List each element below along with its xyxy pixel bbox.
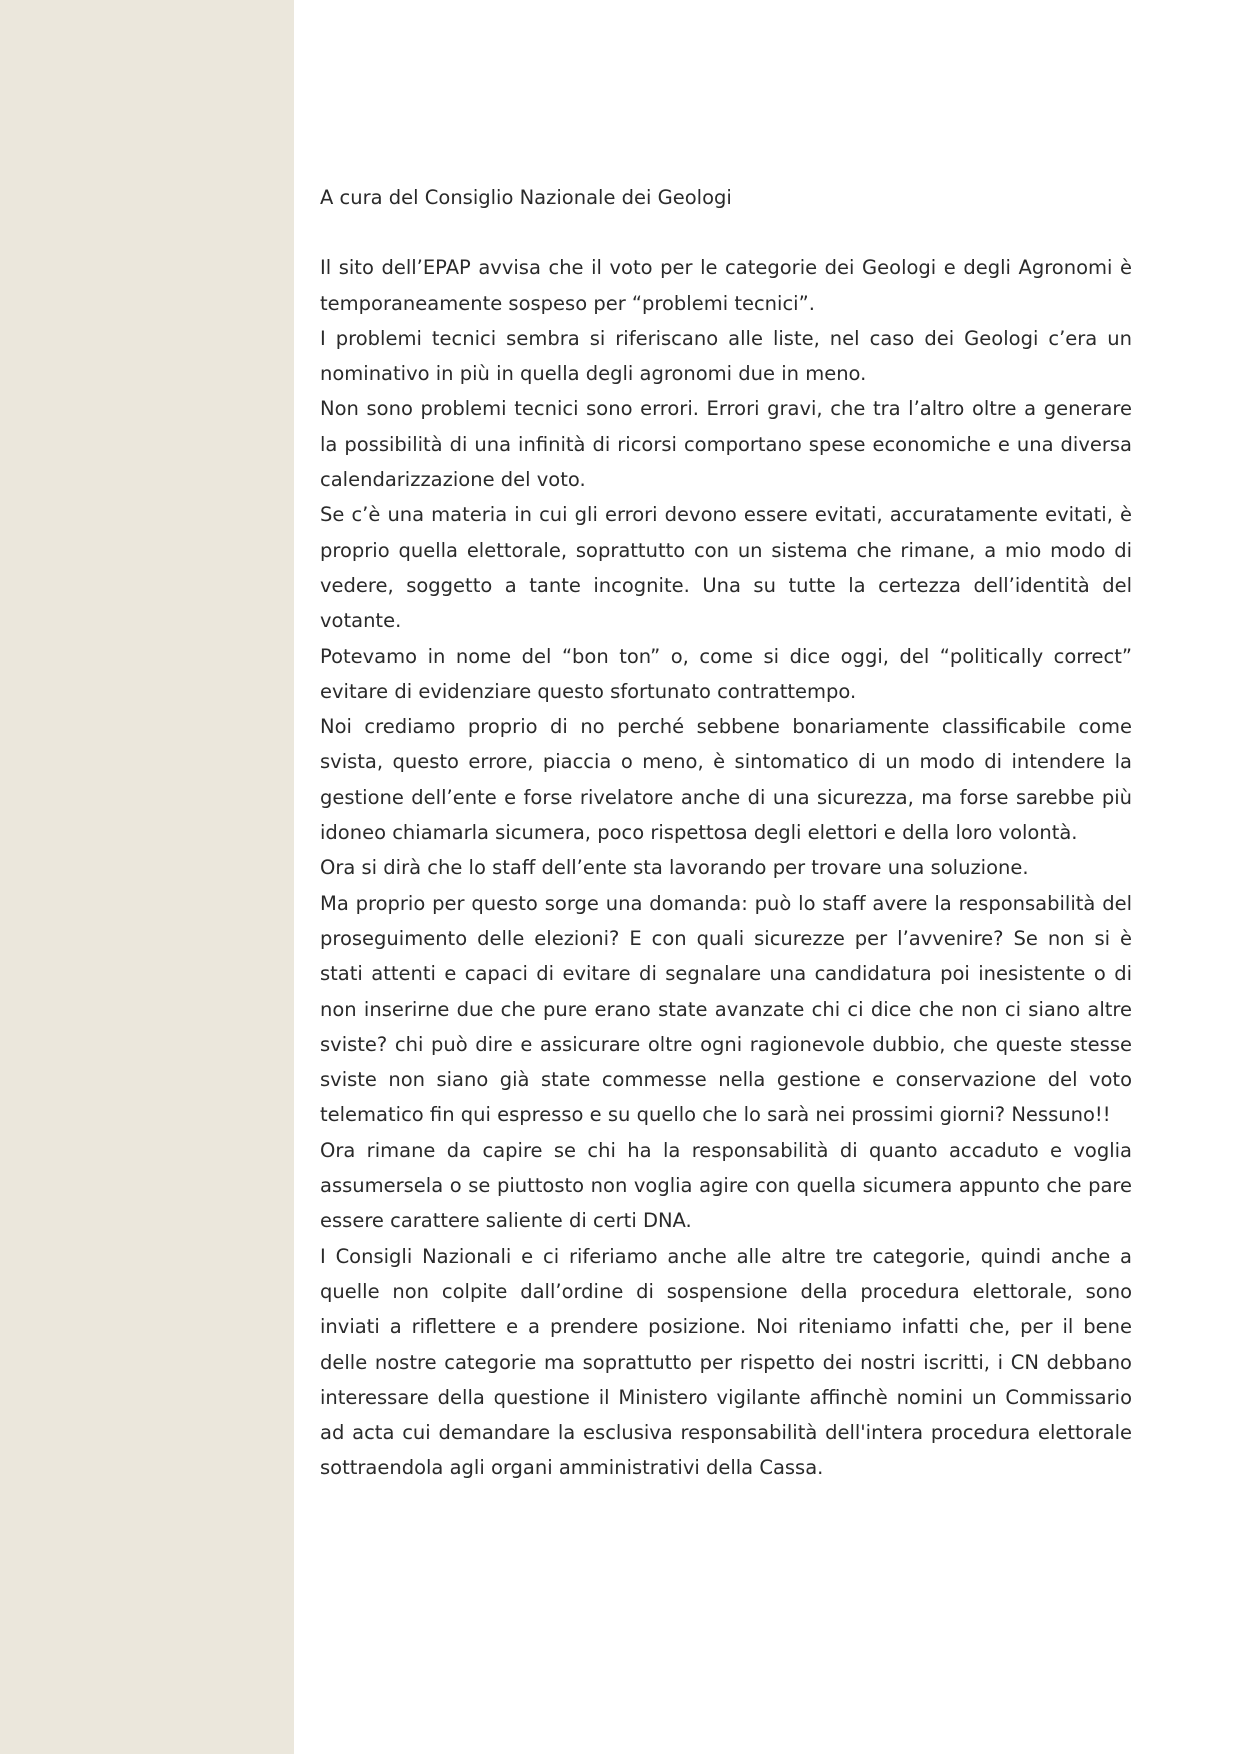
- paragraph-5: Potevamo in nome del “bon ton” o, come si dice oggi, del “politically correct” evitare di evidenziare questo sfortunato contrattempo.: [320, 644, 1132, 703]
- paragraph-10: I Consigli Nazionali e ci riferiamo anche alle altre tre categorie, quindi anche a quelle non colpite dall’ordine di sospensione della procedura elettorale, sono inviati a riflettere e a prendere posizione. Noi riteniamo infatti che, per il bene delle nostre categorie ma soprattutto per rispetto dei nostri iscritti, i CN debbano interessare della questione il Ministero vigilante affinchè nomini un Commissario ad acta cui demandare la esclusiva responsabilità dell'intera procedura elettorale sottraendola agli organi amministrativi della Cassa.: [320, 1244, 1132, 1480]
- paragraph-6: Noi crediamo proprio di no perché sebbene bonariamente classificabile come svista, questo errore, piaccia o meno, è sintomatico di un modo di intendere la gestione dell’ente e forse rivelatore anche di una sicurezza, ma forse sarebbe più idoneo chiamarla sicumera, poco rispettosa degli elettori e della loro volontà.: [320, 715, 1132, 845]
- paragraph-3: Non sono problemi tecnici sono errori. Errori gravi, che tra l’altro oltre a generare la possibilità di una infinità di ricorsi comportano spese economiche e una diversa calendarizzazione del voto.: [320, 397, 1132, 492]
- decorative-sidebar: [0, 0, 294, 1754]
- paragraph-9: Ora rimane da capire se chi ha la responsabilità di quanto accaduto e voglia assumersela o se piuttosto non voglia agire con quella sicumera appunto che pare essere carattere saliente di certi DNA.: [320, 1138, 1132, 1233]
- paragraph-1: Il sito dell’EPAP avvisa che il voto per le categorie dei Geologi e degli Agronomi è temporaneamente sospeso per “problemi tecnici”.: [320, 256, 1132, 315]
- paragraph-7: Ora si dirà che lo staff dell’ente sta lavorando per trovare una soluzione.: [320, 856, 1029, 880]
- paragraph-2: I problemi tecnici sembra si riferiscano alle liste, nel caso dei Geologi c’era un nominativo in più in quella degli agronomi due in meno.: [320, 326, 1132, 386]
- document-body: [320, 180, 1132, 1486]
- paragraph-4: Se c’è una materia in cui gli errori devono essere evitati, accuratamente evitati, è proprio quella elettorale, soprattutto con un sistema che rimane, a mio modo di vedere, soggetto a tante incognite. Una su tutte la certezza dell’identità del votante.: [320, 503, 1132, 633]
- paragraph-8: Ma proprio per questo sorge una domanda: può lo staff avere la responsabilità del proseguimento delle elezioni? E con quali sicurezze per l’avvenire? Se non si è stati attenti e capaci di evitare di segnalare una candidatura poi inesistente o di non inserirne due che pure erano state avanzate chi ci dice che non ci siano altre sviste? chi può dire e assicurare oltre ogni ragionevole dubbio, che queste stesse sviste non siano già state commesse nella gestione e conservazione del voto telematico fin qui espresso e su quello che lo sarà nei prossimi giorni? Nessuno!!: [320, 891, 1132, 1127]
- attribution-line: A cura del Consiglio Nazionale dei Geologi: [320, 186, 732, 209]
